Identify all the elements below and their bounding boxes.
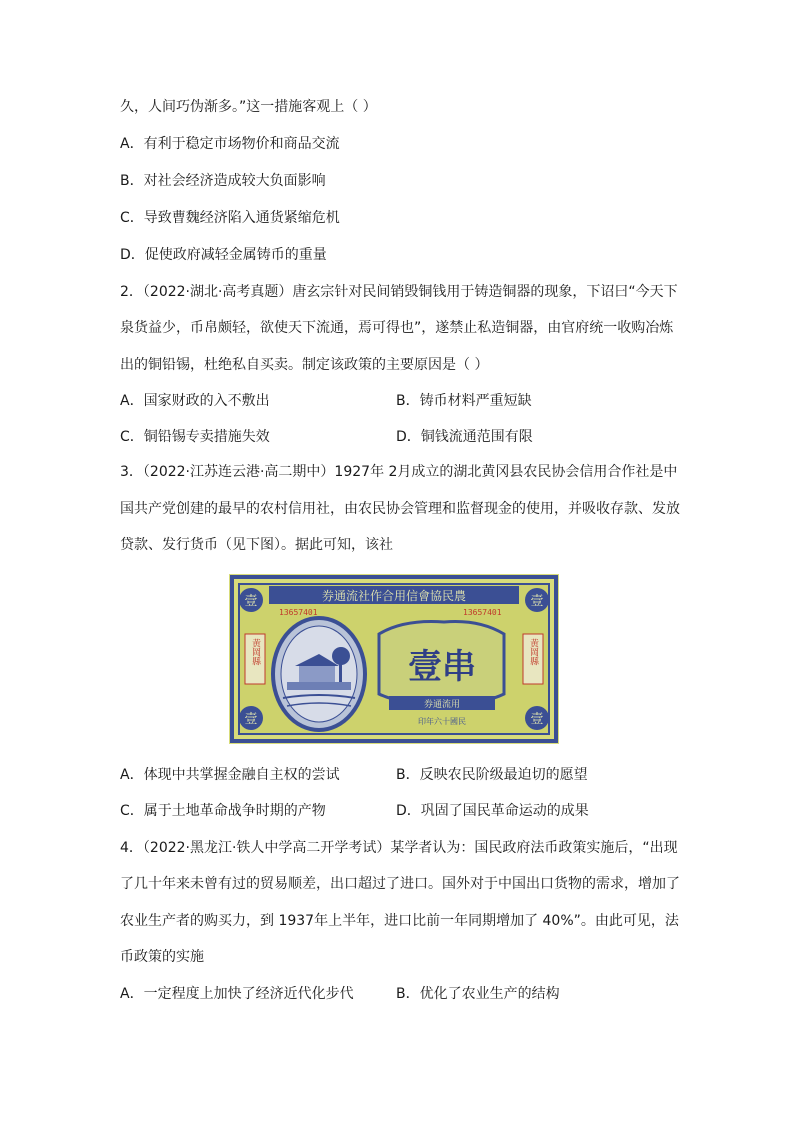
q4-stem-line-4: 币政策的实施 xyxy=(120,949,204,965)
q4-option-b: B．优化了农业生产的结构 xyxy=(396,986,560,1002)
q3-option-d: D．巩固了国民革命运动的成果 xyxy=(396,803,589,819)
q3-option-b: B．反映农民阶级最迫切的愿望 xyxy=(396,767,588,783)
q4-option-a: A．一定程度上加快了经济近代化步代 xyxy=(120,986,354,1002)
q1-stem-continuation: 久，人间巧伪渐多。”这一措施客观上（ ） xyxy=(120,99,377,115)
q1-option-b: B．对社会经济造成较大负面影响 xyxy=(120,173,326,189)
q2-stem-line-2: 泉货益少，币帛颇轻，欲使天下流通，焉可得也”，遂禁止私造铜器，由官府统一收购冶炼 xyxy=(120,320,674,336)
corner-tl: 壹 xyxy=(244,594,258,609)
q1-option-a: A．有利于稳定市场物价和商品交流 xyxy=(120,136,340,152)
banknote-value: 壹串 xyxy=(408,647,476,687)
q4-stem-line-3: 农业生产者的购买力，到 1937年上半年，进口比前一年同期增加了 40%”。由此可见，法 xyxy=(120,913,679,929)
corner-br: 壹 xyxy=(530,712,544,727)
q1-option-c: C．导致曹魏经济陷入通货紧缩危机 xyxy=(120,210,340,226)
q3-stem-line-1: 3．（2022·江苏连云港·高二期中）1927年 2月成立的湖北黄冈县农民协会信用合作社是中 xyxy=(120,464,678,480)
q2-option-c: C．铜铅锡专卖措施失效 xyxy=(120,429,270,445)
q3-stem-line-3: 贷款、发行货币（见下图）。据此可知，该社 xyxy=(120,537,393,553)
q2-option-b: B．铸币材料严重短缺 xyxy=(396,393,532,409)
banknote-image xyxy=(229,574,559,744)
corner-tr: 壹 xyxy=(530,594,544,609)
q3-option-c: C．属于土地革命战争时期的产物 xyxy=(120,803,326,819)
q2-stem-line-3: 出的铜铅锡，杜绝私自买卖。制定该政策的主要原因是（ ） xyxy=(120,357,489,373)
county-left: 黄岡縣 xyxy=(250,638,260,666)
q3-option-a: A．体现中共掌握金融自主权的尝试 xyxy=(120,767,340,783)
q1-option-d: D．促使政府减轻金属铸币的重量 xyxy=(120,247,327,263)
banknote-title: 券通流社作合用信會協民農 xyxy=(321,589,467,603)
q2-option-a: A．国家财政的入不敷出 xyxy=(120,393,270,409)
q4-stem-line-1: 4．（2022·黑龙江·铁人中学高二开学考试）某学者认为：国民政府法币政策实施后，“出现 xyxy=(120,840,678,856)
q3-stem-line-2: 国共产党创建的最早的农村信用社，由农民协会管理和监督现金的使用，并吸收存款、发放 xyxy=(120,501,680,517)
banknote-bottom-label: 券通流用 xyxy=(423,700,461,710)
q4-stem-line-2: 了几十年来未曾有过的贸易顺差，出口超过了进口。国外对于中国出口货物的需求，增加了 xyxy=(120,876,680,892)
county-right: 黄岡縣 xyxy=(528,638,538,666)
serial-right: 13657401 xyxy=(463,608,502,617)
q2-stem-line-1: 2．（2022·湖北·高考真题）唐玄宗针对民间销毁铜钱用于铸造铜器的现象，下诏曰“今天下 xyxy=(120,284,678,300)
serial-left: 13657401 xyxy=(279,608,318,617)
corner-bl: 壹 xyxy=(244,712,258,727)
banknote-date: 印年六十國民 xyxy=(418,717,466,726)
q2-option-d: D．铜钱流通范围有限 xyxy=(396,429,533,445)
